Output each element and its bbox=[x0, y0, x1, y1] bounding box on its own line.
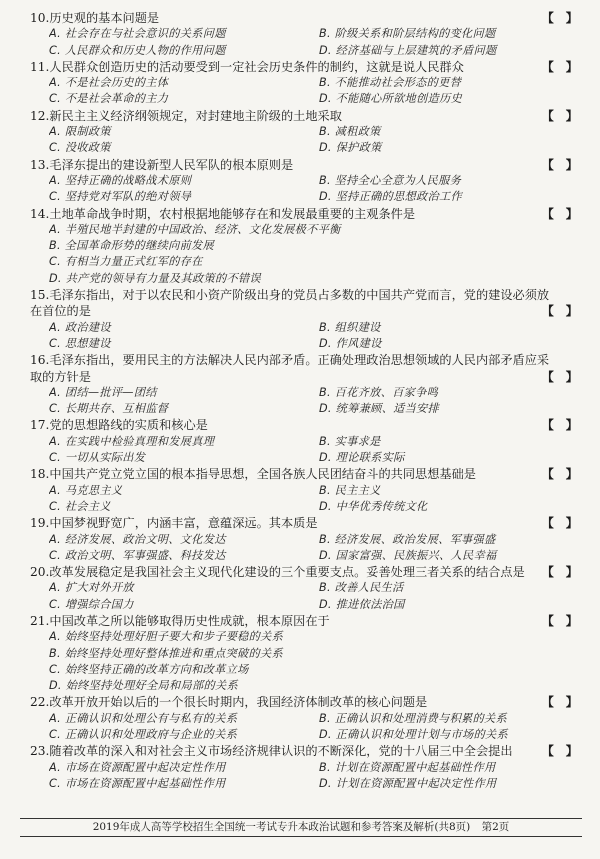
option-d: D. 经济基础与上层建筑的矛盾问题 bbox=[319, 43, 497, 57]
question-number: 11. bbox=[30, 59, 50, 74]
question-text: 中国梦视野宽广，内涵丰富，意蕴深远。其本质是 bbox=[49, 516, 318, 531]
option-b: B. 正确认识和处理消费与积累的关系 bbox=[319, 711, 508, 725]
answer-bracket: 【】 bbox=[541, 369, 590, 384]
option-b: B. 组织建设 bbox=[319, 320, 381, 334]
question-15 bbox=[30, 287, 590, 352]
option-a: A. 半殖民地半封建的中国政治、经济、文化发展极不平衡 bbox=[49, 222, 341, 236]
question-text: 毛泽东提出的建设新型人民军队的根本原则是 bbox=[49, 157, 294, 172]
answer-bracket: 【】 bbox=[541, 613, 590, 628]
option-a: A. 始终坚持处理好胆子要大和步子要稳的关系 bbox=[49, 630, 284, 644]
question-18 bbox=[30, 466, 590, 515]
question-text: 中国共产党立党立国的根本指导思想，全国各族人民团结奋斗的共同思想基础是 bbox=[49, 467, 476, 482]
option-c: C. 人民群众和历史人物的作用问题 bbox=[49, 43, 226, 57]
question-stem bbox=[30, 206, 590, 222]
question-number: 15. bbox=[30, 288, 50, 303]
question-stem bbox=[30, 108, 590, 124]
question-stem bbox=[30, 466, 590, 482]
page-footer bbox=[20, 818, 582, 837]
option-list bbox=[30, 711, 590, 744]
answer-bracket: 【】 bbox=[541, 744, 590, 759]
answer-bracket: 【】 bbox=[541, 108, 590, 123]
question-14 bbox=[30, 206, 590, 287]
option-b: B. 阶级关系和阶层结构的变化问题 bbox=[319, 27, 496, 41]
question-text: 毛泽东指出，要用民主的方法解决人民内部矛盾。正确处理政治思想领域的人民内部矛盾应采取的方针是 bbox=[30, 353, 550, 384]
option-c: C. 思想建设 bbox=[49, 336, 111, 350]
question-stem bbox=[30, 694, 590, 710]
option-d: D. 统筹兼顾、适当安排 bbox=[319, 402, 440, 416]
question-stem bbox=[30, 287, 590, 320]
option-a: A. 团结—批评—团结 bbox=[49, 385, 157, 399]
question-text: 新民主主义经济纲领规定，对封建地主阶级的土地采取 bbox=[49, 108, 342, 123]
question-22 bbox=[30, 694, 590, 743]
question-number: 12. bbox=[30, 108, 50, 123]
option-list bbox=[30, 434, 590, 467]
option-d: D. 坚持正确的思想政治工作 bbox=[319, 190, 462, 204]
option-b: B. 坚持全心全意为人民服务 bbox=[319, 173, 462, 187]
question-stem bbox=[30, 59, 590, 75]
option-d: D. 共产党的领导有力量及其政策的不错误 bbox=[49, 271, 261, 285]
question-stem bbox=[30, 352, 590, 385]
question-number: 19. bbox=[30, 516, 50, 531]
option-b: B. 减租政策 bbox=[319, 125, 381, 139]
option-d: D. 推进依法治国 bbox=[319, 597, 405, 611]
question-10 bbox=[30, 10, 590, 59]
question-17 bbox=[30, 417, 590, 466]
answer-bracket: 【】 bbox=[541, 516, 590, 531]
answer-bracket: 【】 bbox=[541, 467, 590, 482]
option-d: D. 保护政策 bbox=[319, 141, 382, 155]
question-text: 历史观的基本问题是 bbox=[49, 11, 160, 25]
option-c: C. 没收政策 bbox=[49, 141, 111, 155]
option-d: D. 作风建设 bbox=[319, 336, 382, 350]
option-b: B. 始终坚持处理好整体推进和重点突破的关系 bbox=[49, 646, 283, 660]
question-stem bbox=[30, 743, 590, 759]
question-text: 党的思想路线的实质和核心是 bbox=[49, 418, 208, 433]
option-b: B. 改善人民生活 bbox=[319, 581, 404, 595]
question-number: 21. bbox=[30, 613, 50, 628]
option-a: A. 坚持正确的战略战术原则 bbox=[49, 173, 192, 187]
answer-bracket: 【】 bbox=[541, 418, 590, 433]
option-list bbox=[30, 532, 590, 565]
question-number: 18. bbox=[30, 467, 50, 482]
question-stem bbox=[30, 157, 590, 173]
question-stem bbox=[30, 613, 590, 629]
option-b: B. 民主主义 bbox=[319, 483, 381, 497]
question-stem bbox=[30, 10, 590, 26]
option-c: C. 长期共存、互相监督 bbox=[49, 402, 169, 416]
option-d: D. 理论联系实际 bbox=[319, 451, 405, 465]
question-text: 人民群众创造历史的活动要受到一定社会历史条件的制约，这就是说人民群众 bbox=[49, 59, 464, 74]
question-number: 17. bbox=[30, 418, 50, 433]
answer-bracket: 【】 bbox=[541, 206, 590, 221]
question-19 bbox=[30, 515, 590, 564]
option-b: B. 百花齐放、百家争鸣 bbox=[319, 385, 439, 399]
option-list bbox=[30, 320, 590, 353]
question-number: 16. bbox=[30, 353, 50, 368]
question-stem bbox=[30, 417, 590, 433]
answer-bracket: 【】 bbox=[541, 565, 590, 580]
option-a: A. 扩大对外开放 bbox=[49, 581, 134, 595]
question-list bbox=[30, 10, 590, 792]
option-a: A. 在实践中检验真理和发展真理 bbox=[49, 434, 215, 448]
option-list bbox=[30, 385, 590, 418]
option-a: A. 马克思主义 bbox=[49, 483, 123, 497]
answer-bracket: 【】 bbox=[541, 695, 590, 710]
option-c: C. 市场在资源配置中起基础性作用 bbox=[49, 776, 226, 790]
answer-bracket: 【】 bbox=[541, 157, 590, 172]
question-number: 22. bbox=[30, 695, 50, 710]
question-stem bbox=[30, 515, 590, 531]
option-c: C. 始终坚持正确的改革方向和改革立场 bbox=[49, 662, 249, 676]
option-list bbox=[30, 75, 590, 108]
option-b: B. 实事求是 bbox=[319, 434, 381, 448]
question-11 bbox=[30, 59, 590, 108]
question-number: 10. bbox=[30, 11, 50, 25]
footer-page-number: 第2页 bbox=[481, 821, 510, 833]
question-21 bbox=[30, 613, 590, 694]
option-d: D. 不能随心所欲地创造历史 bbox=[319, 92, 462, 106]
answer-bracket: 【】 bbox=[541, 304, 590, 319]
option-c: C. 正确认识和处理政府与企业的关系 bbox=[49, 728, 238, 742]
option-list bbox=[30, 26, 590, 59]
option-list bbox=[30, 222, 590, 287]
option-d: D. 中华优秀传统文化 bbox=[319, 499, 428, 513]
option-list bbox=[30, 629, 590, 694]
option-a: A. 社会存在与社会意识的关系问题 bbox=[49, 27, 226, 41]
option-b: B. 经济发展、政治发展、军事强盛 bbox=[319, 532, 496, 546]
question-number: 20. bbox=[30, 565, 50, 580]
option-c: C. 社会主义 bbox=[49, 499, 111, 513]
option-c: C. 政治文明、军事强盛、科技发达 bbox=[49, 548, 226, 562]
question-text: 土地革命战争时期，农村根据地能够存在和发展最重要的主观条件是 bbox=[49, 206, 416, 221]
question-23 bbox=[30, 743, 590, 792]
question-number: 13. bbox=[30, 157, 50, 172]
question-text: 随着改革的深入和对社会主义市场经济规律认识的不断深化，党的十八届三中全会提出 bbox=[49, 744, 513, 759]
option-list bbox=[30, 124, 590, 157]
option-d: D. 正确认识和处理计划与市场的关系 bbox=[319, 728, 508, 742]
option-list bbox=[30, 173, 590, 206]
option-a: A. 市场在资源配置中起决定性作用 bbox=[49, 760, 226, 774]
question-text: 改革发展稳定是我国社会主义现代化建设的三个重要支点。妥善处理三者关系的结合点是 bbox=[49, 565, 525, 580]
option-d: D. 计划在资源配置中起决定性作用 bbox=[319, 776, 497, 790]
option-a: A. 不是社会历史的主体 bbox=[49, 76, 169, 90]
question-text: 毛泽东指出，对于以农民和小资产阶级出身的党员占多数的中国共产党而言，党的建设必须放在首位的是 bbox=[30, 288, 550, 319]
question-stem bbox=[30, 564, 590, 580]
question-number: 14. bbox=[30, 206, 50, 221]
option-c: C. 有相当力量正式红军的存在 bbox=[49, 255, 203, 269]
option-c: C. 一切从实际出发 bbox=[49, 451, 146, 465]
question-13 bbox=[30, 157, 590, 206]
option-list bbox=[30, 760, 590, 793]
option-d: D. 国家富强、民族振兴、人民幸福 bbox=[319, 548, 497, 562]
option-b: B. 全国革命形势的继续向前发展 bbox=[49, 239, 215, 253]
option-c: C. 坚持党对军队的绝对领导 bbox=[49, 190, 192, 204]
option-c: C. 增强综合国力 bbox=[49, 597, 134, 611]
answer-bracket: 【】 bbox=[541, 11, 590, 25]
question-text: 改革开放开始以后的一个很长时期内，我国经济体制改革的核心问题是 bbox=[49, 695, 428, 710]
option-d: D. 始终坚持处理好全局和局部的关系 bbox=[49, 679, 238, 693]
option-b: B. 计划在资源配置中起基础性作用 bbox=[319, 760, 496, 774]
question-20 bbox=[30, 564, 590, 613]
question-number: 23. bbox=[30, 744, 50, 759]
option-list bbox=[30, 483, 590, 516]
option-b: B. 不能推动社会形态的更替 bbox=[319, 76, 462, 90]
option-a: A. 政治建设 bbox=[49, 320, 111, 334]
answer-bracket: 【】 bbox=[541, 59, 590, 74]
option-a: A. 经济发展、政治文明、文化发达 bbox=[49, 532, 226, 546]
option-a: A. 限制政策 bbox=[49, 125, 111, 139]
question-12 bbox=[30, 108, 590, 157]
question-16 bbox=[30, 352, 590, 417]
option-c: C. 不是社会革命的主力 bbox=[49, 92, 169, 106]
option-a: A. 正确认识和处理公有与私有的关系 bbox=[49, 711, 238, 725]
question-text: 中国改革之所以能够取得历史性成就，根本原因在于 bbox=[49, 613, 330, 628]
option-list bbox=[30, 580, 590, 613]
footer-title: 2019年成人高等学校招生全国统一考试专升本政治试题和参考答案及解析(共8页) bbox=[92, 821, 471, 833]
